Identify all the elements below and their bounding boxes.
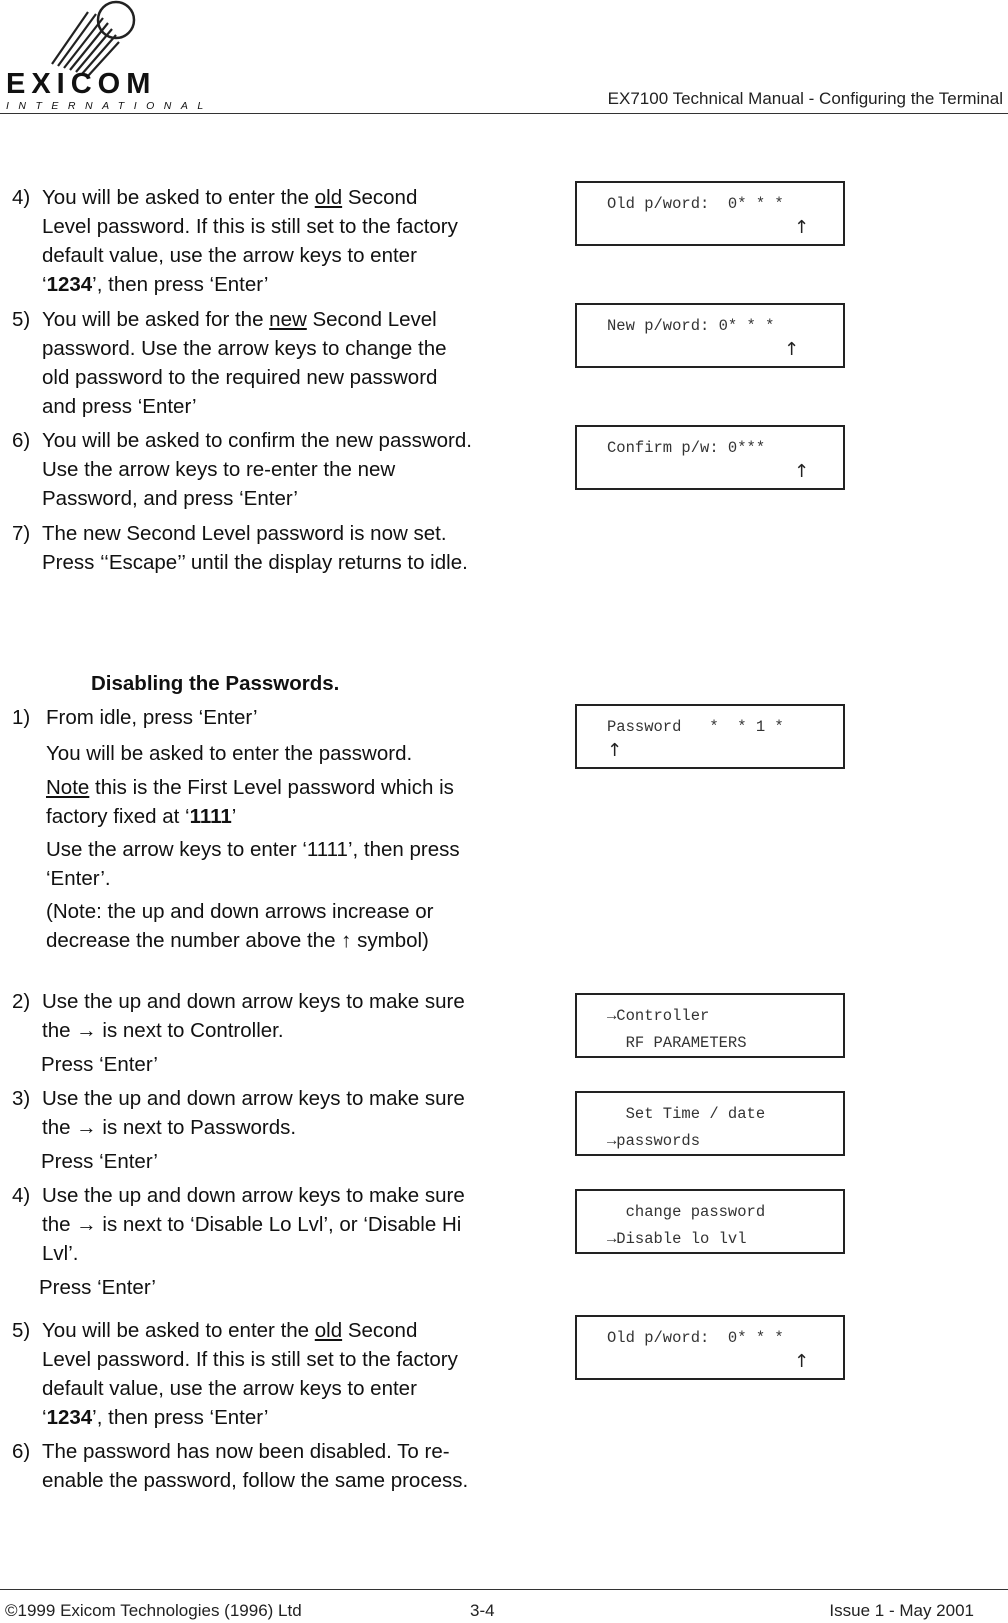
step-4: 4) You will be asked to enter the old Second Level password. If this is still set to the factory default value, use the arrow keys to enter ‘1234’, then press ‘Enter’	[12, 186, 458, 296]
step-7: 7) The new Second Level password is now set. Press ‘‘Escape’’ until the display returns to idle.	[12, 522, 468, 574]
step-6: 6) You will be asked to confirm the new password. Use the arrow keys to re-enter the new Password, and press ‘Enter’	[12, 429, 472, 510]
disable-step-4: 4) Use the up and down arrow keys to make sure the → is next to ‘Disable Lo Lvl’, or ‘Disable Hi Lvl’. Press ‘Enter’	[12, 1184, 465, 1299]
header-rule	[0, 113, 1008, 114]
disable-step-1-p3: Note this is the First Level password which is factory fixed at ‘1111’	[46, 776, 454, 828]
lcd-old-password: Old p/word: 0* * * ↑	[575, 181, 845, 246]
disable-step-1-p2: You will be asked to enter the password.	[46, 742, 413, 765]
disable-step-2: 2) Use the up and down arrow keys to make sure the → is next to Controller. Press ‘Enter’	[12, 990, 465, 1076]
svg-text:EXICOM: EXICOM	[6, 68, 157, 100]
right-arrow-icon: →	[76, 1019, 97, 1042]
lcd-disable-menu: change password →Disable lo lvl	[575, 1189, 845, 1254]
header-title: EX7100 Technical Manual - Configuring the Terminal	[607, 89, 1003, 108]
up-arrow-icon: ↑	[794, 461, 810, 482]
lcd-password: Password * * 1 * ↑	[575, 704, 845, 769]
disable-step-5: 5) You will be asked to enter the old Second Level password. If this is still set to the factory default value, use the arrow keys to enter ‘1234’, then press ‘Enter’	[12, 1319, 458, 1429]
up-arrow-icon: ↑	[794, 217, 810, 238]
lcd-confirm-password: Confirm p/w: 0*** ↑	[575, 425, 845, 490]
footer-copyright: ©1999 Exicom Technologies (1996) Ltd	[5, 1601, 302, 1620]
step-5: 5) You will be asked for the new Second Level password. Use the arrow keys to change the old password to the required new password and press ‘Enter’	[12, 308, 447, 418]
up-arrow-icon: ↑	[784, 339, 800, 360]
disable-step-1-p4: Use the arrow keys to enter ‘1111’, then press ‘Enter’.	[46, 838, 460, 890]
footer-page-number: 3-4	[470, 1601, 495, 1620]
up-arrow-icon: ↑	[794, 1351, 810, 1372]
footer-issue: Issue 1 - May 2001	[829, 1601, 974, 1620]
up-arrow-icon: ↑	[341, 929, 352, 952]
up-arrow-icon: ↑	[607, 740, 623, 761]
lcd-old-password-2: Old p/word: 0* * * ↑	[575, 1315, 845, 1380]
disable-step-1: 1) From idle, press ‘Enter’	[12, 706, 258, 729]
lcd-passwords-menu: Set Time / date →passwords	[575, 1091, 845, 1156]
right-arrow-icon: →	[76, 1116, 97, 1139]
exicom-logo	[4, 0, 213, 112]
disable-step-1-p5: (Note: the up and down arrows increase or decrease the number above the ↑ symbol)	[46, 900, 434, 952]
disable-step-6: 6) The password has now been disabled. To re-enable the password, follow the same process.	[12, 1440, 469, 1492]
lcd-controller-menu: →Controller RF PARAMETERS	[575, 993, 845, 1058]
section-heading: Disabling the Passwords.	[91, 672, 340, 695]
svg-text:INTERNATIONAL: INTERNATIONAL	[6, 100, 213, 112]
footer-rule	[0, 1589, 1008, 1590]
disable-step-3: 3) Use the up and down arrow keys to make sure the → is next to Passwords. Press ‘Enter’	[12, 1087, 465, 1173]
lcd-new-password: New p/word: 0* * * ↑	[575, 303, 845, 368]
right-arrow-icon: →	[76, 1213, 97, 1236]
